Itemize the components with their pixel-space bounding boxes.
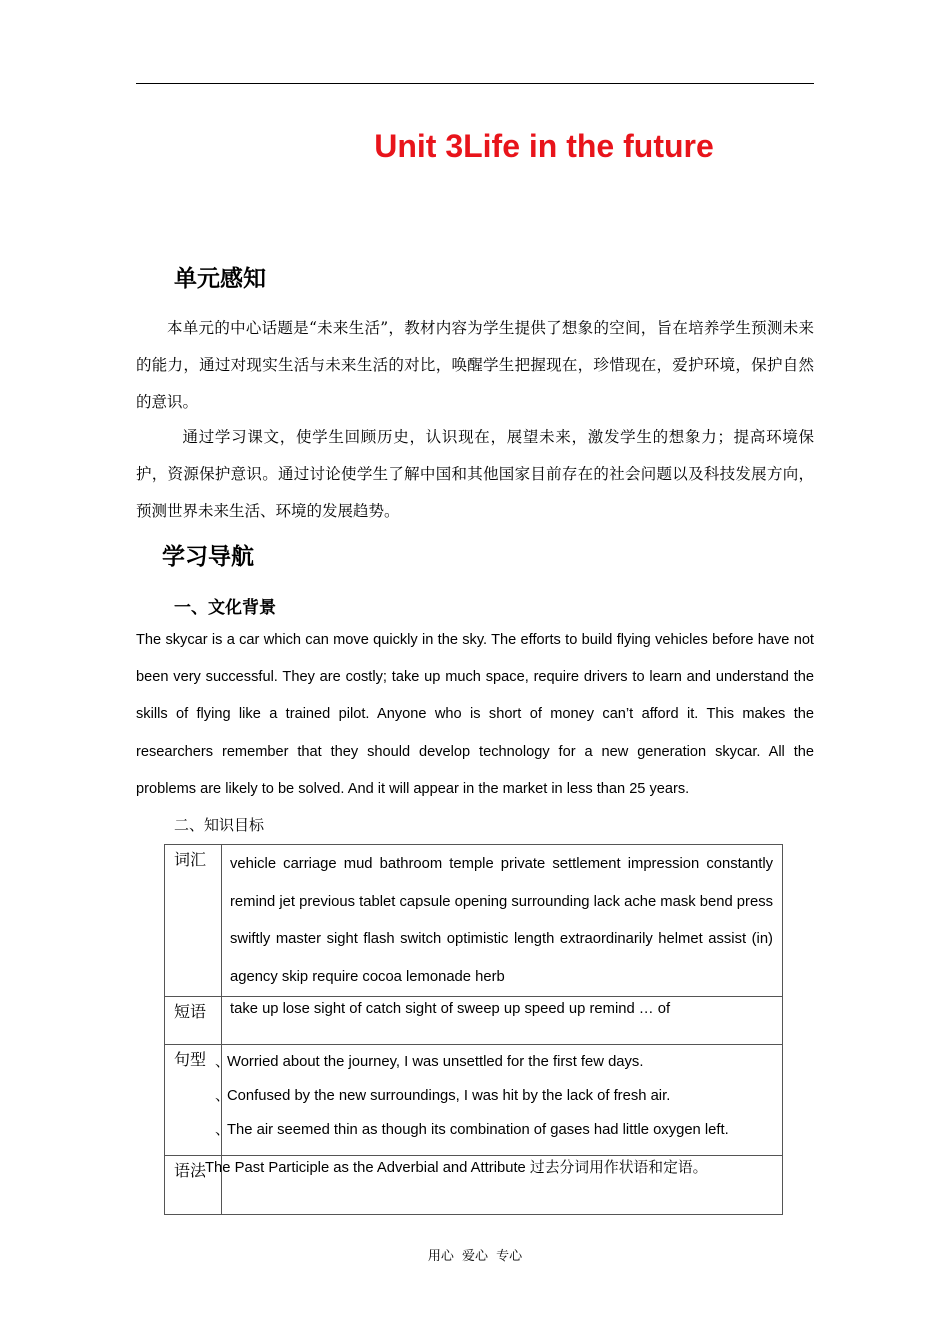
subheading-knowledge-goals: 二、知识目标	[174, 816, 265, 834]
knowledge-goals-table	[164, 844, 783, 1215]
sentence-mark: 、	[215, 1121, 230, 1138]
overview-paragraph-2: 通过学习课文，使学生回顾历史，认识现在，展望未来，激发学生的想象力；提高环境保护，资源保护意识。通过讨论使学生了解中国和其他国家目前存在的社会问题以及科技发展方向，预测世界未来生活、环境的发展趋势。	[136, 428, 814, 520]
sentence-text: Confused by the new surroundings, I was hit by the lack of fresh air.	[227, 1088, 671, 1104]
table-row-phrases	[165, 997, 783, 1045]
grammar-english: The Past Participle as the Adverbial and Attribute	[205, 1160, 530, 1176]
sentence-text: The air seemed thin as though its combination of gases had little oxygen left.	[227, 1122, 729, 1138]
sentence-mark: 、	[215, 1087, 230, 1104]
cultural-background-paragraph: The skycar is a car which can move quickly in the sky. The efforts to build flying vehicles before have not been very successful. They are costly; take up much space, require drivers to learn and understand the skills of flying like a trained pilot. Anyone who is short of money can’t afford it. This makes the researchers remember that they should develop technology for a new generation skycar. All the problems are likely to be solved. And it will appear in the market in less than 25 years.	[136, 632, 814, 797]
phrase-label: 短语	[165, 997, 222, 1045]
section-heading-unit-overview: 单元感知	[174, 266, 266, 292]
subheading-cultural-background: 一、文化背景	[174, 598, 276, 618]
sentence-item	[215, 1079, 782, 1113]
grammar-item	[205, 1156, 782, 1179]
sentence-item	[215, 1045, 782, 1079]
sentence-item	[215, 1113, 782, 1147]
sentence-label: 句型	[165, 1045, 222, 1156]
phrase-list: take up lose sight of catch sight of sweep up speed up remind … of	[230, 1001, 671, 1017]
overview-paragraph-1: 本单元的中心话题是“未来生活”，教材内容为学生提供了想象的空间，旨在培养学生预测未来的能力，通过对现实生活与未来生活的对比，唤醒学生把握现在，珍惜现在，爱护环境，保护自然的意识。	[136, 319, 814, 411]
table-row-grammar	[165, 1156, 783, 1215]
vocab-list: vehicle carriage mud bathroom temple private settlement impression constantly remind jet previous tablet capsule opening surrounding lack ache mask bend press swiftly master sight flash switch optimistic length extraordinarily helmet assist (in) agency skip require cocoa lemonade herb	[230, 856, 773, 985]
page-footer: 用心 爱心 专心	[427, 1249, 523, 1264]
header-rule	[136, 83, 814, 84]
table-row-vocabulary	[165, 845, 783, 997]
vocab-label: 词汇	[165, 845, 222, 997]
sentence-mark: 、	[215, 1053, 230, 1070]
table-row-sentences	[165, 1045, 783, 1156]
section-heading-study-guide: 学习导航	[162, 544, 254, 570]
grammar-chinese: 过去分词用作状语和定语。	[529, 1159, 708, 1176]
sentence-text: Worried about the journey, I was unsettled for the first few days.	[227, 1054, 644, 1070]
grammar-label: 语法	[165, 1156, 222, 1215]
document-title: Unit 3Life in the future	[374, 128, 714, 164]
